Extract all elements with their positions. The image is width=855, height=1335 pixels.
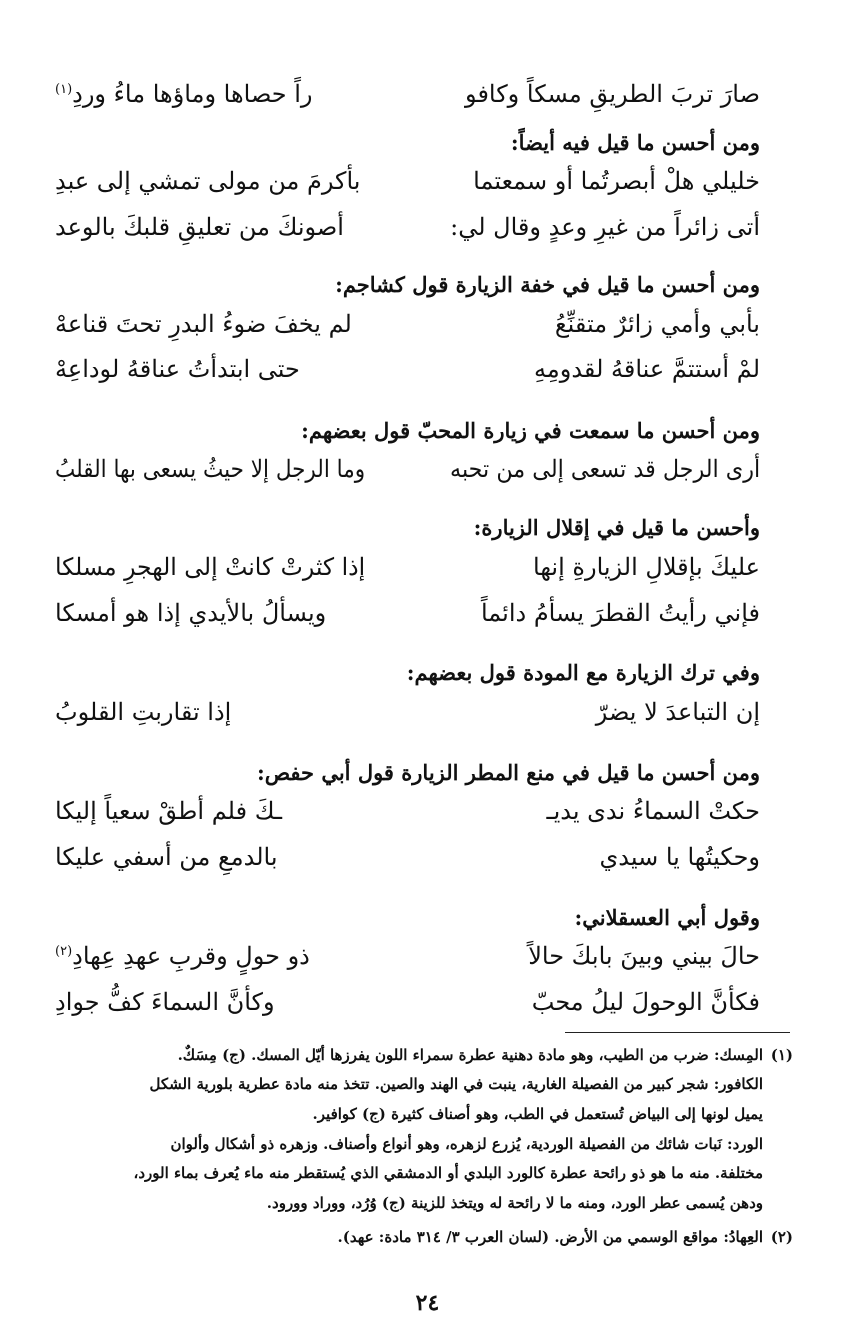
verse-hemistich-left: أصونكَ من تعليقِ قلبكَ بالوعد xyxy=(55,213,344,241)
footnote-separator xyxy=(565,1032,790,1033)
page-number: ٢٤ xyxy=(415,1290,440,1316)
prose-line: وقول أبي العسقلاني: xyxy=(574,905,760,930)
verse-hemistich-left: وكأنَّ السماءَ كفُّ جوادِ xyxy=(55,988,275,1016)
verse-hemistich-right: أتى زائراً من غيرِ وعدٍ وقال لي: xyxy=(450,213,760,241)
verse-hemistich-left: لم يخفَ ضوءُ البدرِ تحتَ قناعهْ xyxy=(55,310,352,338)
verse-hemistich-left: بأكرمَ من مولى تمشي إلى عبدِ xyxy=(55,167,361,195)
verse-hemistich-right: حالَ بيني وبينَ بابكَ حالاً xyxy=(528,942,760,970)
footnote-line: ودهن يُسمى عطر الورد، ومنه ما لا رائحة له ويتخذ للزينة (ج) وُرُد، ووراد وورود. xyxy=(266,1194,763,1212)
verse-hemistich-right: خليلي هلْ أبصرتُما أو سمعتما xyxy=(473,167,760,195)
verse-hemistich-left: ويسألُ بالأيدي إذا هو أمسكا xyxy=(55,599,327,627)
footnote-number: (١) xyxy=(770,1046,793,1064)
footnote-marker: (١) xyxy=(55,82,73,97)
verse-hemistich-right: حكتْ السماءُ ندى يديـ xyxy=(546,797,760,825)
verse-hemistich-right: صارَ تربَ الطريقِ مسكاً وكافو xyxy=(465,80,760,108)
verse-hemistich-right: إن التباعدَ لا يضرّ xyxy=(595,698,760,726)
verse-hemistich-left: بالدمعِ من أسفي عليكا xyxy=(55,843,278,871)
prose-line: ومن أحسن ما قيل في خفة الزيارة قول كشاجم: xyxy=(335,272,760,297)
verse-hemistich-left: ذو حولٍ وقربِ عهدِ عِهادِ$^{(٢)}$ xyxy=(55,942,310,970)
verse-hemistich-left: حتى ابتدأتُ عناقهُ لوداعِهْ xyxy=(55,355,300,383)
verse-hemistich-right: أرى الرجل قد تسعى إلى من تحبه xyxy=(449,455,760,483)
footnote-line: الكافور: شجر كبير من الفصيلة الغارية، ينبت في الهند والصين. تتخذ منه مادة عطرية بلورية الشكل xyxy=(149,1075,763,1093)
verse-hemistich-left: وما الرجل إلا حيثُ يسعى بها القلبُ xyxy=(55,455,366,483)
prose-line: وفي ترك الزيارة مع المودة قول بعضهم: xyxy=(406,660,760,685)
verse-hemistich-right: لمْ أستتمَّ عناقهُ لقدومِهِ xyxy=(534,355,760,383)
verse-hemistich-right: فكأنَّ الوحولَ ليلُ محبّ xyxy=(531,988,760,1016)
verse-hemistich-left: إذا تقاربتِ القلوبُ xyxy=(55,698,232,726)
prose-line: ومن أحسن ما قيل في منع المطر الزيارة قول أبي حفص: xyxy=(256,760,760,785)
prose-line: وأحسن ما قيل في إقلال الزيارة: xyxy=(473,515,760,540)
footnote-line: الورد: نَبات شائك من الفصيلة الوردية، يُزرع لزهره، وهو أنواع وأصناف. وزهره ذو أشكال وألوان xyxy=(170,1135,763,1153)
prose-line: ومن أحسن ما قيل فيه أيضاً: xyxy=(510,130,760,155)
verse-hemistich-right: عليكَ بإقلالِ الزيارةِ إنها xyxy=(533,553,760,581)
verse-hemistich-right: بأبي وأمي زائرٌ متقنِّعُ xyxy=(554,310,760,338)
footnote-line: العِهادُ: مواقع الوسمي من الأرض. (لسان العرب ٣/ ٣١٤ مادة: عهد). xyxy=(337,1228,763,1246)
footnote-line: مختلفة. منه ما هو ذو رائحة عطرة كالورد البلدي أو الدمشقي الذي يُستقطر منه ماء يُعرف بماء الورد، xyxy=(133,1164,763,1182)
verse-hemistich-right: فإني رأيتُ القطرَ يسأمُ دائماً xyxy=(480,599,760,627)
verse-hemistich-left: ـكَ فلم أطقْ سعياً إليكا xyxy=(55,797,282,825)
verse-hemistich-left: إذا كثرتْ كانتْ إلى الهجرِ مسلكا xyxy=(55,553,366,581)
footnote-marker: (٢) xyxy=(55,944,73,959)
footnote-line: المِسك: ضرب من الطيب، وهو مادة دهنية عطرة سمراء اللون يفرزها أيّل المسك. (ج) مِسَكٌ. xyxy=(177,1046,763,1064)
prose-line: ومن أحسن ما سمعت في زيارة المحبّ قول بعضهم: xyxy=(301,418,760,443)
footnote-line: يميل لونها إلى البياض تُستعمل في الطب، وهو أصناف كثيرة (ج) كوافير. xyxy=(312,1105,763,1123)
verse-hemistich-left: راً حصاها وماؤها ماءُ وردِ$^{(١)}$ xyxy=(55,80,313,108)
footnote-number: (٢) xyxy=(770,1228,793,1246)
verse-hemistich-right: وحكيتُها يا سيدي xyxy=(599,843,760,871)
